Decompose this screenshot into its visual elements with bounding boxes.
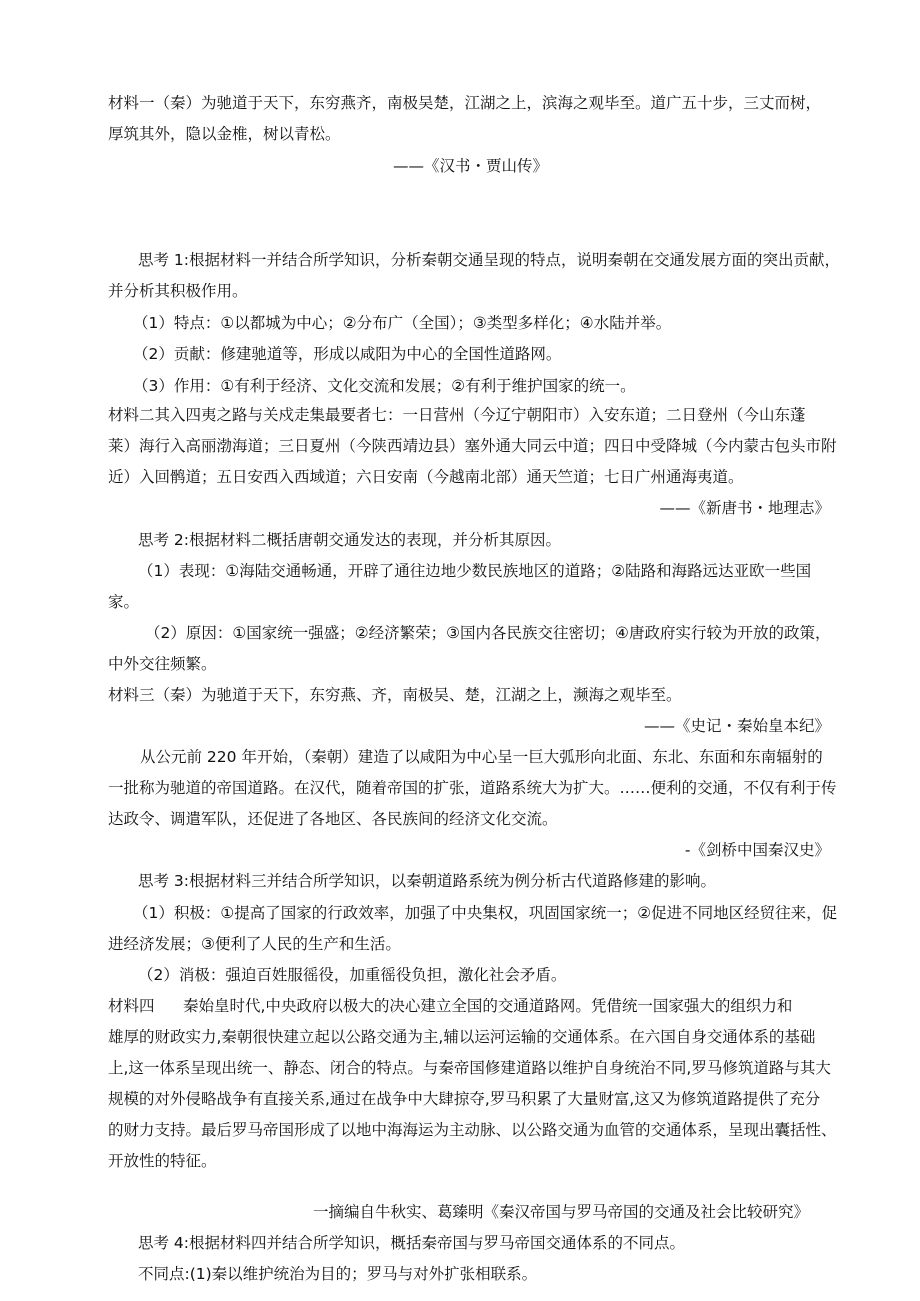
answer-3-positive-line-1: （1）积极：①提高了国家的行政效率，加强了中央集权，巩固国家统一；②促进不同地区经贸往来，促 (133, 904, 838, 922)
material-4-label: 材料四 (108, 997, 155, 1015)
material-1-source: ——《汉书・贾山传》 (393, 157, 549, 175)
material-3-line-1: 材料三（秦）为驰道于天下，东穷燕、齐，南极吴、楚，江湖之上，濒海之观毕至。 (108, 686, 682, 704)
material-2-source: ——《新唐书・地理志》 (659, 499, 830, 517)
answer-3-positive-line-2: 进经济发展；③便利了人民的生产和生活。 (108, 935, 401, 953)
answer-2-performance-line-1: （1）表现：①海陆交通畅通，开辟了通往边地少数民族地区的道路；②陆路和海路远达亚欧一些国 (138, 562, 812, 580)
answer-1-effect: （3）作用：①有利于经济、文化交流和发展；②有利于维护国家的统一。 (133, 377, 636, 395)
material-3-source-1: ——《史记・秦始皇本纪》 (643, 717, 830, 735)
question-2: 思考 2:根据材料二概括唐朝交通发达的表现，并分析其原因。 (138, 531, 562, 549)
material-4-line-6: 开放性的特征。 (108, 1152, 217, 1170)
material-3-paragraph-line-1: 从公元前 220 年开始，（秦朝）建造了以咸阳为中心呈一巨大弧形向北面、东北、东面和东南辐射的 (140, 748, 823, 766)
material-1-line-2: 厚筑其外，隐以金椎，树以青松。 (108, 125, 341, 143)
answer-2-reason-line-2: 中外交往频繁。 (108, 655, 217, 673)
material-2-line-1: 材料二其入四夷之路与关戍走集最要者七：一日营州（今辽宁朝阳市）入安东道；二日登州（今山东蓬 (108, 406, 806, 424)
answer-4-difference: 不同点:(1)秦以维护统治为目的；罗马与对外扩张相联系。 (138, 1265, 538, 1283)
question-4: 思考 4:根据材料四并结合所学知识，概括秦帝国与罗马帝国交通体系的不同点。 (138, 1234, 686, 1252)
material-4-line-3: 上,这一体系呈现出统一、静态、闭合的特点。与秦帝国修建道路以维护自身统治不同,罗马修筑道路与其大 (108, 1059, 831, 1077)
material-3-paragraph-line-3: 达政令、调遣军队，还促进了各地区、各民族间的经济文化交流。 (108, 810, 558, 828)
material-4-source: 一摘编自牛秋实、葛臻明《秦汉帝国与罗马帝国的交通及社会比较研究》 (313, 1203, 810, 1221)
material-1-line-1: 材料一（秦）为驰道于天下，东穷燕齐，南极吴楚，江湖之上，滨海之观毕至。道广五十步，三丈而树， (108, 94, 822, 112)
question-1-line-1: 思考 1:根据材料一并结合所学知识，分析秦朝交通呈现的特点，说明秦朝在交通发展方面的突出贡献， (138, 251, 841, 269)
material-4-line-2: 雄厚的财政实力,秦朝很快建立起以公路交通为主,辅以运河运输的交通体系。在六国自身交通体系的基础 (108, 1028, 816, 1046)
material-3-source-2: -《剑桥中国秦汉史》 (684, 841, 830, 859)
question-3: 思考 3:根据材料三并结合所学知识，以秦朝道路系统为例分析古代道路修建的影响。 (138, 872, 717, 890)
material-4-line-1: 秦始皇时代,中央政府以极大的决心建立全国的交通道路网。凭借统一国家强大的组织力和 (183, 997, 793, 1015)
material-2-line-3: 近）入回鹘道；五日安西入西域道；六日安南（今越南北部）通天竺道；七日广州通海夷道。 (108, 468, 744, 486)
answer-3-negative: （2）消极：强迫百姓服徭役，加重徭役负担，激化社会矛盾。 (138, 966, 567, 984)
material-3-paragraph-line-2: 一批称为驰道的帝国道路。在汉代，随着帝国的扩张，道路系统大为扩大。……便利的交通，不仅有利于传 (108, 779, 837, 797)
question-1-line-2: 并分析其积极作用。 (108, 282, 248, 300)
material-2-line-2: 莱）海行入高丽渤海道；三日夏州（今陕西靖边县）塞外通大同云中道；四日中受降城（今内蒙古包头市附 (108, 437, 837, 455)
answer-2-performance-line-2: 家。 (108, 593, 140, 611)
answer-1-features: （1）特点：①以都城为中心；②分布广（全国）；③类型多样化；④水陆并举。 (133, 314, 672, 332)
answer-2-reason-line-1: （2）原因：①国家统一强盛；②经济繁荣；③国内各民族交往密切；④唐政府实行较为开放的政策， (145, 624, 831, 642)
material-4-line-5: 的财力支持。最后罗马帝国形成了以地中海海运为主动脉、以公路交通为血管的交通体系，呈现出囊括性、 (108, 1121, 837, 1139)
answer-1-contribution: （2）贡献：修建驰道等，形成以咸阳为中心的全国性道路网。 (133, 345, 562, 363)
material-4-line-4: 规模的对外侵略战争有直接关系,通过在战争中大肆掠夺,罗马积累了大量财富,这又为修筑道路提供了充分 (108, 1090, 821, 1108)
